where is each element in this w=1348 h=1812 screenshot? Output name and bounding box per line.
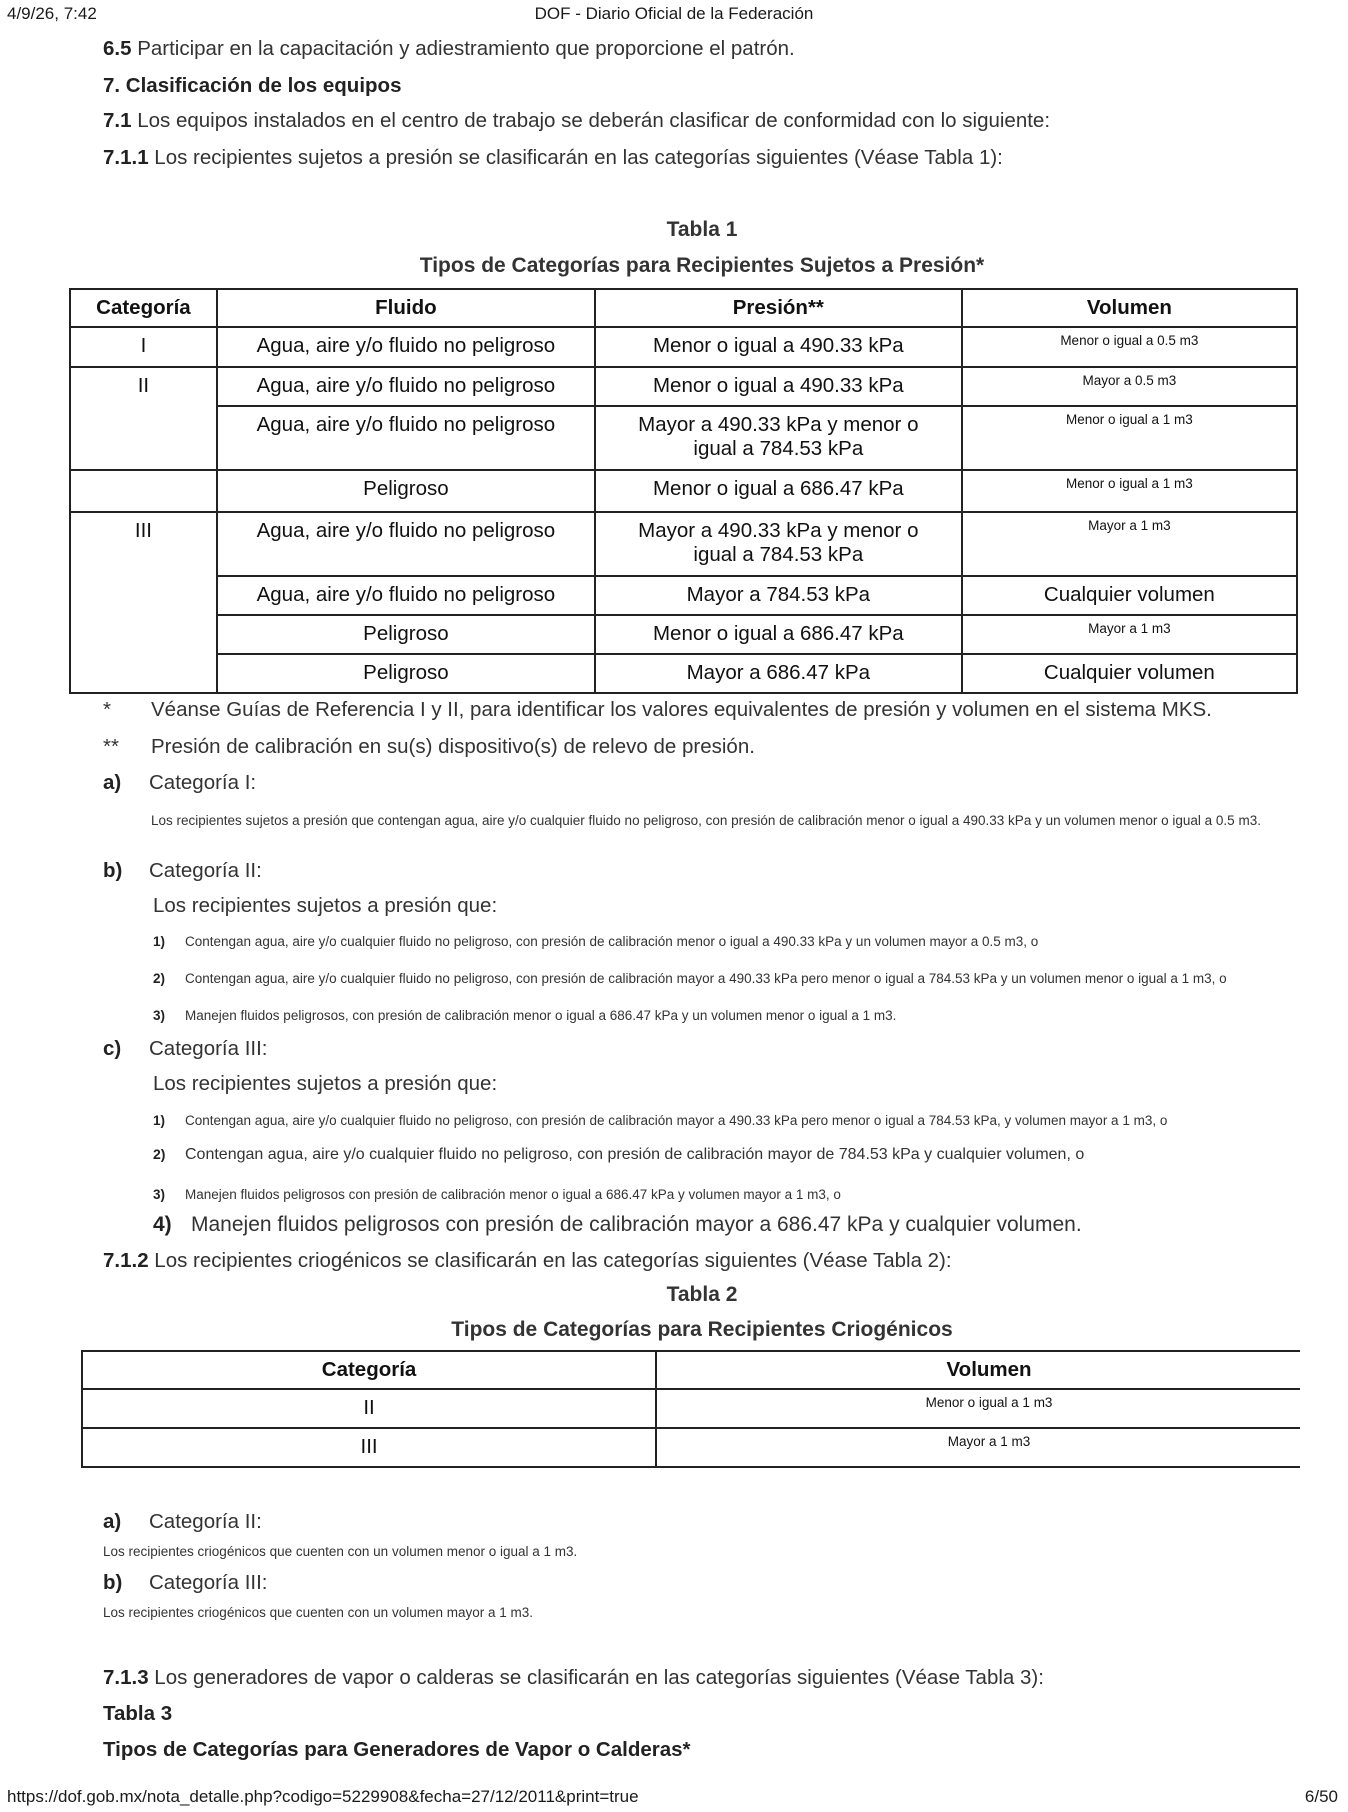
pressure-cell: Mayor a 784.53 kPa <box>595 576 962 615</box>
volume-cell: Mayor a 1 m3 <box>656 1428 1300 1467</box>
category-a-label: a) Categoría I: <box>103 771 257 794</box>
cryo-a-label: a) Categoría II: <box>103 1510 262 1533</box>
fluid-cell: Agua, aire y/o fluido no peligroso <box>217 576 595 615</box>
table3-subtitle: Tipos de Categorías para Generadores de Vapor o Calderas* <box>103 1738 691 1761</box>
paragraph-7-1-2: 7.1.2 Los recipientes criogénicos se clasificarán en las categorías siguientes (Véase Tabla 2): <box>103 1249 952 1272</box>
fluid-cell: Agua, aire y/o fluido no peligroso <box>217 367 595 406</box>
volume-cell: Mayor a 0.5 m3 <box>962 367 1297 406</box>
category-cell: II <box>82 1389 656 1428</box>
table3-title: Tabla 3 <box>103 1702 173 1725</box>
category-cell: III <box>82 1428 656 1467</box>
table1-header: Categoría <box>70 289 217 327</box>
cryo-a-text: Los recipientes criogénicos que cuenten con un volumen menor o igual a 1 m3. <box>103 1544 578 1559</box>
print-datetime: 4/9/26, 7:42 <box>7 4 97 23</box>
table2-title: Tabla 2 <box>666 1283 738 1306</box>
category-cell: II <box>70 367 217 470</box>
table-row <box>70 406 1297 470</box>
volume-cell: Menor o igual a 1 m3 <box>656 1389 1300 1428</box>
table1-subtitle: Tipos de Categorías para Recipientes Sujetos a Presión* <box>419 254 985 277</box>
pressure-cell: Menor o igual a 686.47 kPa <box>595 615 962 654</box>
footnote-double-star: ** Presión de calibración en su(s) dispositivo(s) de relevo de presión. <box>103 735 755 758</box>
table-row <box>82 1428 1300 1467</box>
volume-cell: Menor o igual a 0.5 m3 <box>962 327 1297 367</box>
fluid-cell: Agua, aire y/o fluido no peligroso <box>217 327 595 367</box>
print-header <box>0 4 1348 26</box>
table1 <box>69 288 1298 694</box>
volume-cell: Cualquier volumen <box>962 576 1297 615</box>
table2-header: Volumen <box>656 1351 1300 1389</box>
volume-cell: Mayor a 1 m3 <box>962 615 1297 654</box>
fluid-cell: Peligroso <box>217 615 595 654</box>
list-item: 1) Contengan agua, aire y/o cualquier fluido no peligroso, con presión de calibración menor o igual a 490.33 kPa y un volumen mayor a 0.5 m3, o <box>153 934 1039 949</box>
table-row <box>70 512 1297 576</box>
category-a-text: Los recipientes sujetos a presión que contengan agua, aire y/o cualquier fluido no peligroso, con presión de calibración menor o igual a 490.33 kPa y un volumen menor o igual a 0.5 m3. <box>151 813 1261 828</box>
table1-header: Fluido <box>217 289 595 327</box>
pressure-cell: Menor o igual a 686.47 kPa <box>595 470 962 512</box>
category-cell-empty <box>70 470 217 512</box>
table1-title: Tabla 1 <box>666 218 738 241</box>
list-item: 2) Contengan agua, aire y/o cualquier fluido no peligroso, con presión de calibración mayor a 490.33 kPa pero menor o igual a 784.53 kPa y un volumen menor o igual a 1 m3, o <box>153 971 1227 986</box>
paragraph-7-1: 7.1 Los equipos instalados en el centro de trabajo se deberán clasificar de conformidad con lo siguiente: <box>103 109 1051 132</box>
table-row <box>70 327 1297 367</box>
list-item: 4) Manejen fluidos peligrosos con presión de calibración mayor a 686.47 kPa y cualquier volumen. <box>153 1213 1082 1236</box>
table2-header-row <box>82 1351 1300 1389</box>
volume-cell: Menor o igual a 1 m3 <box>962 406 1297 470</box>
table2-clip <box>81 1350 1300 1475</box>
volume-cell: Mayor a 1 m3 <box>962 512 1297 576</box>
fluid-cell: Agua, aire y/o fluido no peligroso <box>217 512 595 576</box>
footnote-star: * Véanse Guías de Referencia I y II, para identificar los valores equivalentes de presión y volumen en el sistema MKS. <box>103 698 1212 721</box>
list-item: 2) Contengan agua, aire y/o cualquier fluido no peligroso, con presión de calibración mayor de 784.53 kPa y cualquier volumen, o <box>153 1146 1085 1163</box>
category-c-label: c) Categoría III: <box>103 1037 268 1060</box>
paragraph-7-1-3: 7.1.3 Los generadores de vapor o calderas se clasificarán en las categorías siguientes (Véase Tabla 3): <box>103 1666 1044 1689</box>
cryo-b-label: b) Categoría III: <box>103 1571 268 1594</box>
paragraph-6-5: 6.5 Participar en la capacitación y adiestramiento que proporcione el patrón. <box>103 37 795 60</box>
print-title: DOF - Diario Oficial de la Federación <box>534 4 814 23</box>
category-cell: III <box>70 512 217 693</box>
table1-header: Presión** <box>595 289 962 327</box>
pressure-cell: Mayor a 686.47 kPa <box>595 654 962 693</box>
table2-subtitle: Tipos de Categorías para Recipientes Criogénicos <box>451 1318 953 1341</box>
category-cell: I <box>70 327 217 367</box>
heading-7: 7. Clasificación de los equipos <box>103 74 402 97</box>
list-item: 3) Manejen fluidos peligrosos, con presión de calibración menor o igual a 686.47 kPa y un volumen menor o igual a 1 m3. <box>153 1008 897 1023</box>
table-row <box>70 654 1297 693</box>
fluid-cell: Peligroso <box>217 654 595 693</box>
table-row <box>70 470 1297 512</box>
list-item: 3) Manejen fluidos peligrosos con presión de calibración menor o igual a 686.47 kPa y volumen mayor a 1 m3, o <box>153 1187 841 1202</box>
category-c-lead: Los recipientes sujetos a presión que: <box>153 1072 498 1095</box>
category-b-label: b) Categoría II: <box>103 859 262 882</box>
list-item: 1) Contengan agua, aire y/o cualquier fluido no peligroso, con presión de calibración mayor a 490.33 kPa pero menor o igual a 784.53 kPa, y volumen mayor a 1 m3, o <box>153 1113 1168 1128</box>
page-number: 6/50 <box>1304 1787 1338 1806</box>
fluid-cell: Agua, aire y/o fluido no peligroso <box>217 406 595 470</box>
table-row <box>82 1389 1300 1428</box>
volume-cell: Cualquier volumen <box>962 654 1297 693</box>
table-row <box>70 615 1297 654</box>
table-row <box>70 367 1297 406</box>
table1-header-row <box>70 289 1297 327</box>
table-row <box>70 576 1297 615</box>
volume-cell: Menor o igual a 1 m3 <box>962 470 1297 512</box>
paragraph-7-1-1: 7.1.1 Los recipientes sujetos a presión se clasificarán en las categorías siguientes (Véase Tabla 1): <box>103 146 1003 169</box>
print-url: https://dof.gob.mx/nota_detalle.php?codigo=5229908&fecha=27/12/2011&print=true <box>7 1787 639 1806</box>
pressure-cell: Mayor a 490.33 kPa y menor o igual a 784.53 kPa <box>595 512 962 576</box>
table2-header: Categoría <box>82 1351 656 1389</box>
pressure-cell: Menor o igual a 490.33 kPa <box>595 367 962 406</box>
table2 <box>81 1350 1300 1468</box>
cryo-b-text: Los recipientes criogénicos que cuenten con un volumen mayor a 1 m3. <box>103 1605 533 1620</box>
category-b-lead: Los recipientes sujetos a presión que: <box>153 894 498 917</box>
pressure-cell: Menor o igual a 490.33 kPa <box>595 327 962 367</box>
pressure-cell: Mayor a 490.33 kPa y menor o igual a 784.53 kPa <box>595 406 962 470</box>
table1-header: Volumen <box>962 289 1297 327</box>
fluid-cell: Peligroso <box>217 470 595 512</box>
